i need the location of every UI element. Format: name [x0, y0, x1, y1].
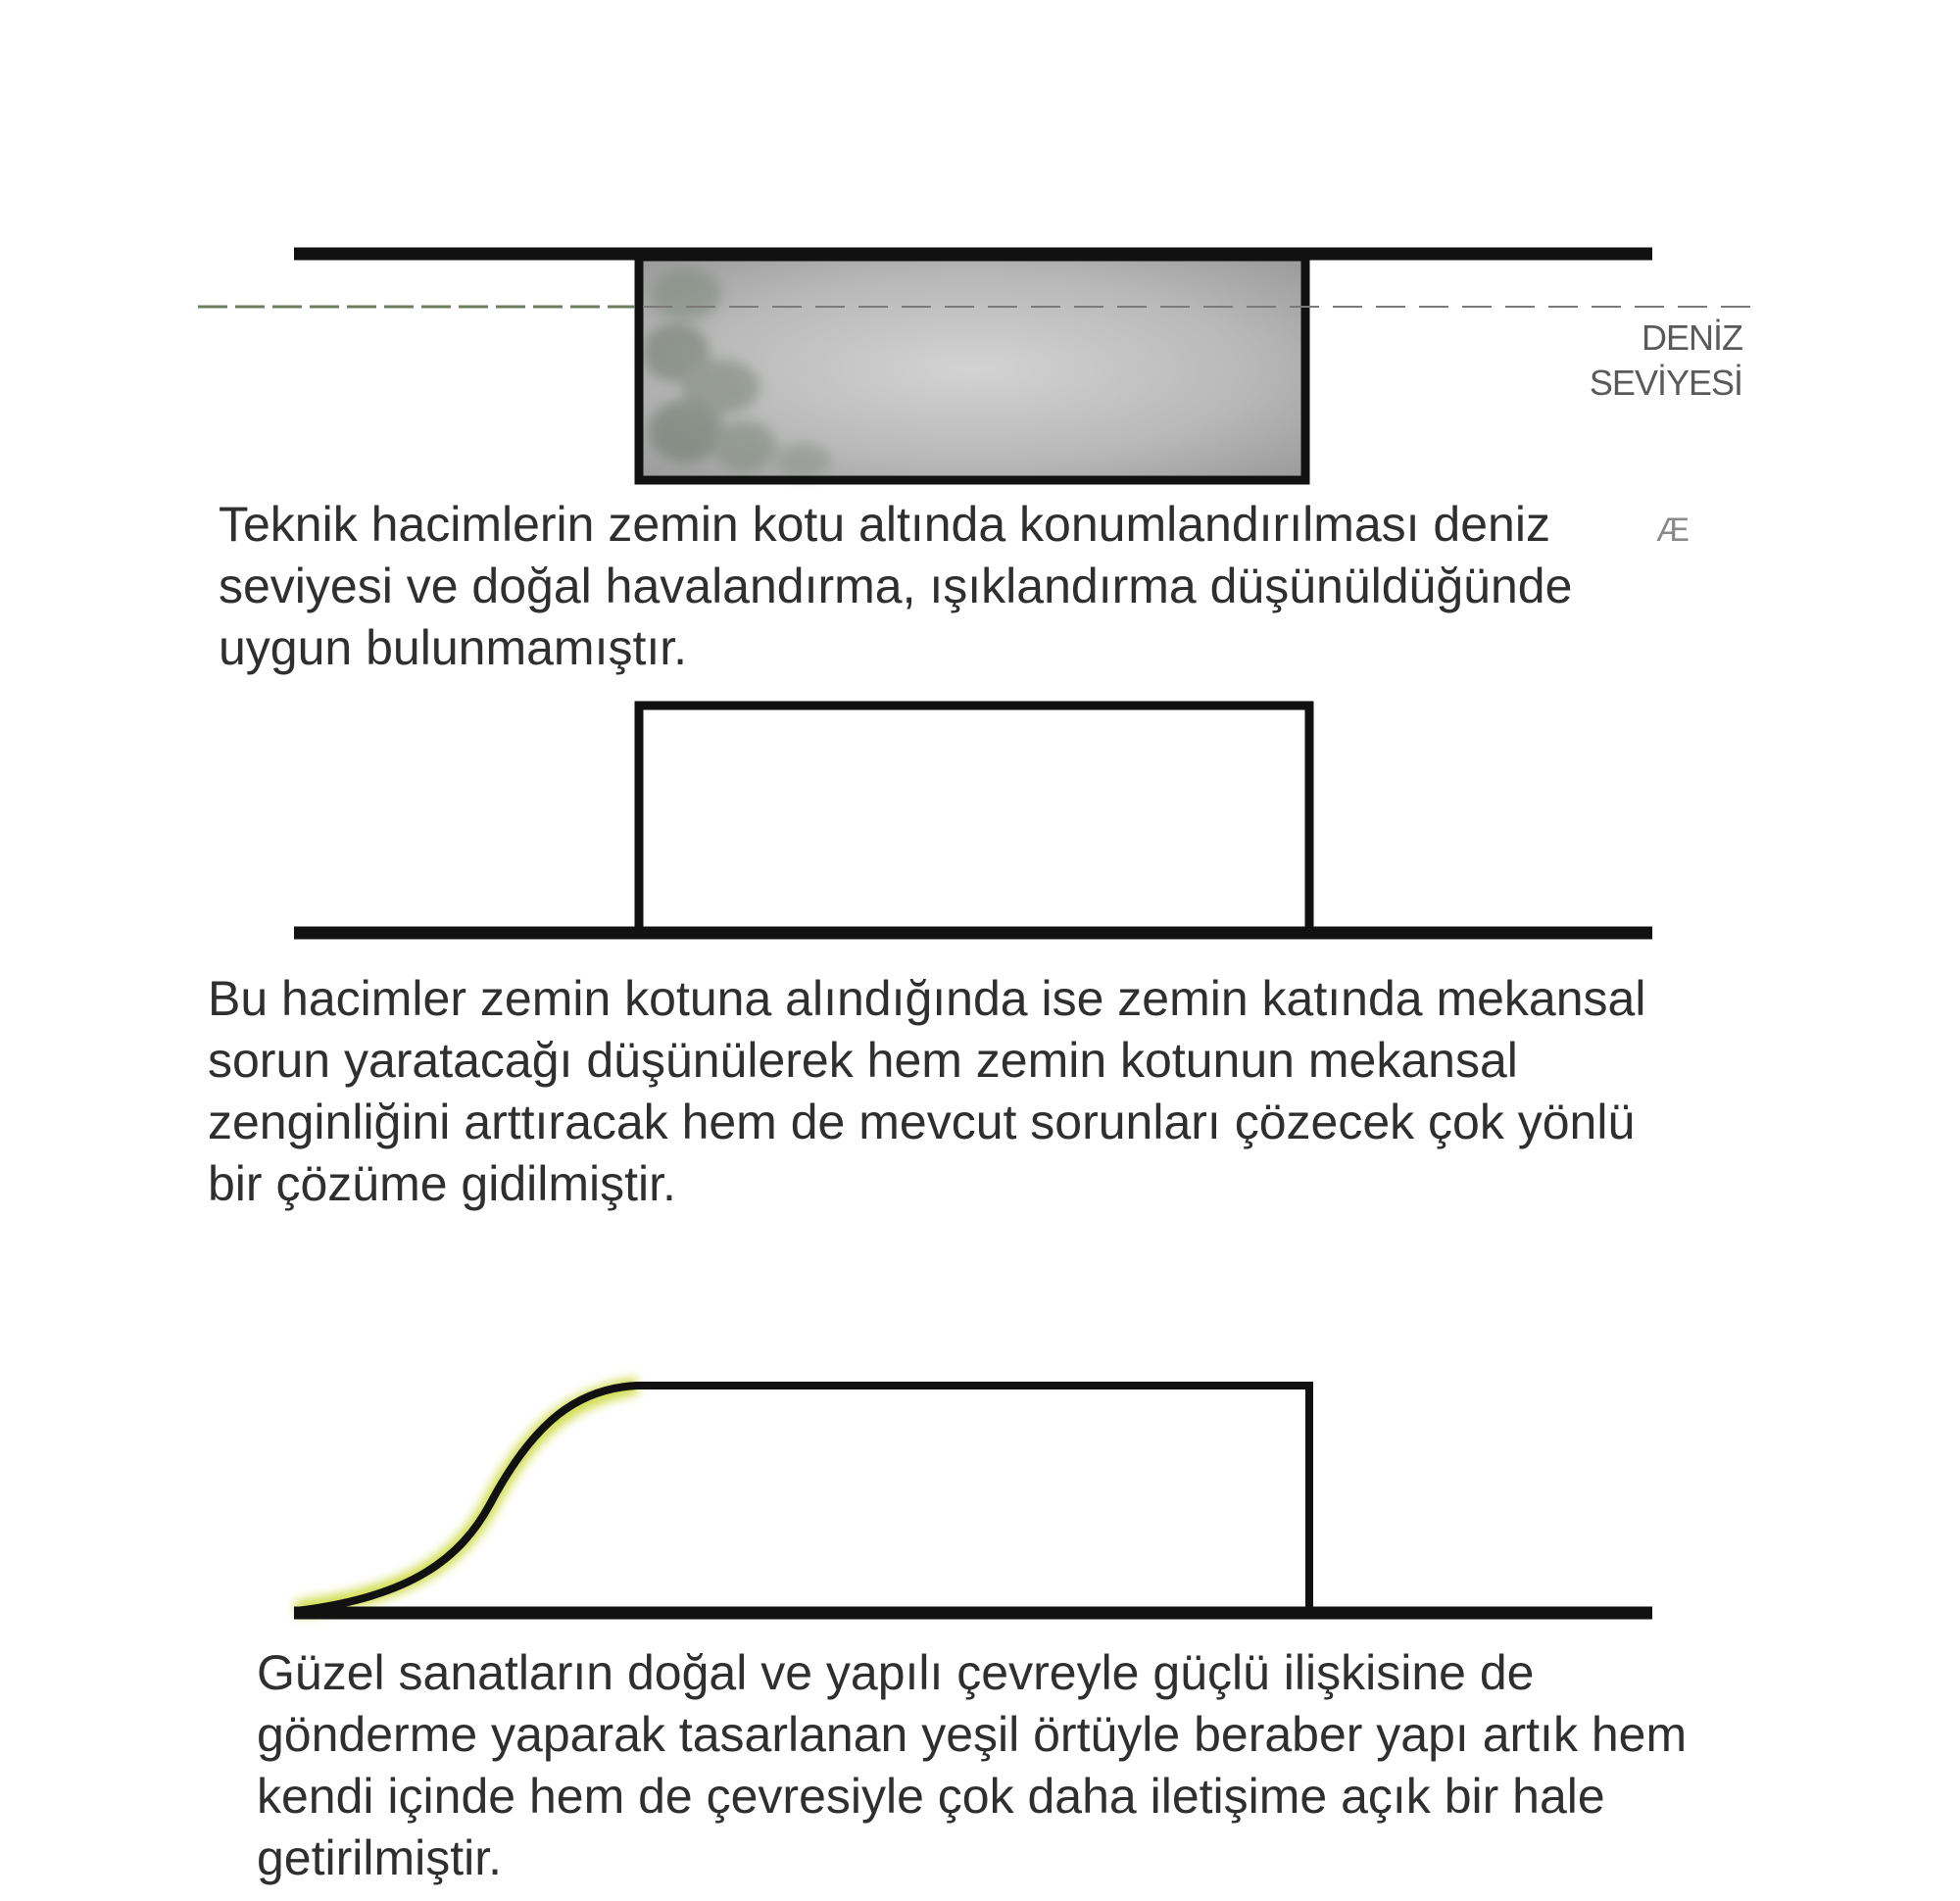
- caption-line: uygun bulunmamıştır.: [219, 620, 688, 675]
- caption-line: zenginliğini arttıracak hem de mevcut sorunları çözecek çok yönlü: [208, 1095, 1636, 1149]
- diagram-below-ground: [198, 254, 1750, 480]
- sea-level-label-line1: DENİZ: [1642, 317, 1742, 358]
- caption-line: gönderme yaparak tasarlanan yeşil örtüyle beraber yapı artık hem: [257, 1707, 1688, 1762]
- ground-level-volume-outline: [639, 706, 1309, 933]
- caption-line: bir çözüme gidilmiştir.: [208, 1156, 676, 1211]
- caption-line: sorun yaratacağı düşünülerek hem zemin kotunun mekansal: [208, 1033, 1518, 1088]
- green-roof-volume-outline: [296, 1386, 1309, 1611]
- sea-level-label: [1590, 316, 1742, 406]
- caption-line: Teknik hacimlerin zemin kotu altında konumlandırılması deniz: [219, 497, 1550, 552]
- sea-level-label-line2: SEVİYESİ: [1589, 363, 1742, 403]
- corner-mark: Æ: [1656, 512, 1690, 549]
- caption-green-cover: [257, 1642, 1687, 1889]
- caption-line: Güzel sanatların doğal ve yapılı çevreyle güçlü ilişkisine de: [257, 1645, 1535, 1700]
- diagram-green-cover: [294, 1386, 1652, 1613]
- diagram-ground-level: [294, 706, 1652, 933]
- caption-ground-level: [208, 968, 1645, 1215]
- caption-line: kendi içinde hem de çevresiyle çok daha iletişime açık bir hale: [257, 1769, 1605, 1824]
- caption-line: Bu hacimler zemin kotuna alındığında ise zemin katında mekansal: [208, 971, 1646, 1026]
- caption-below-ground: [219, 494, 1572, 679]
- caption-line: getirilmiştir.: [257, 1830, 503, 1885]
- caption-line: seviyesi ve doğal havalandırma, ışıklandırma düşünüldüğünde: [219, 559, 1573, 613]
- green-cover-glow: [296, 1386, 637, 1609]
